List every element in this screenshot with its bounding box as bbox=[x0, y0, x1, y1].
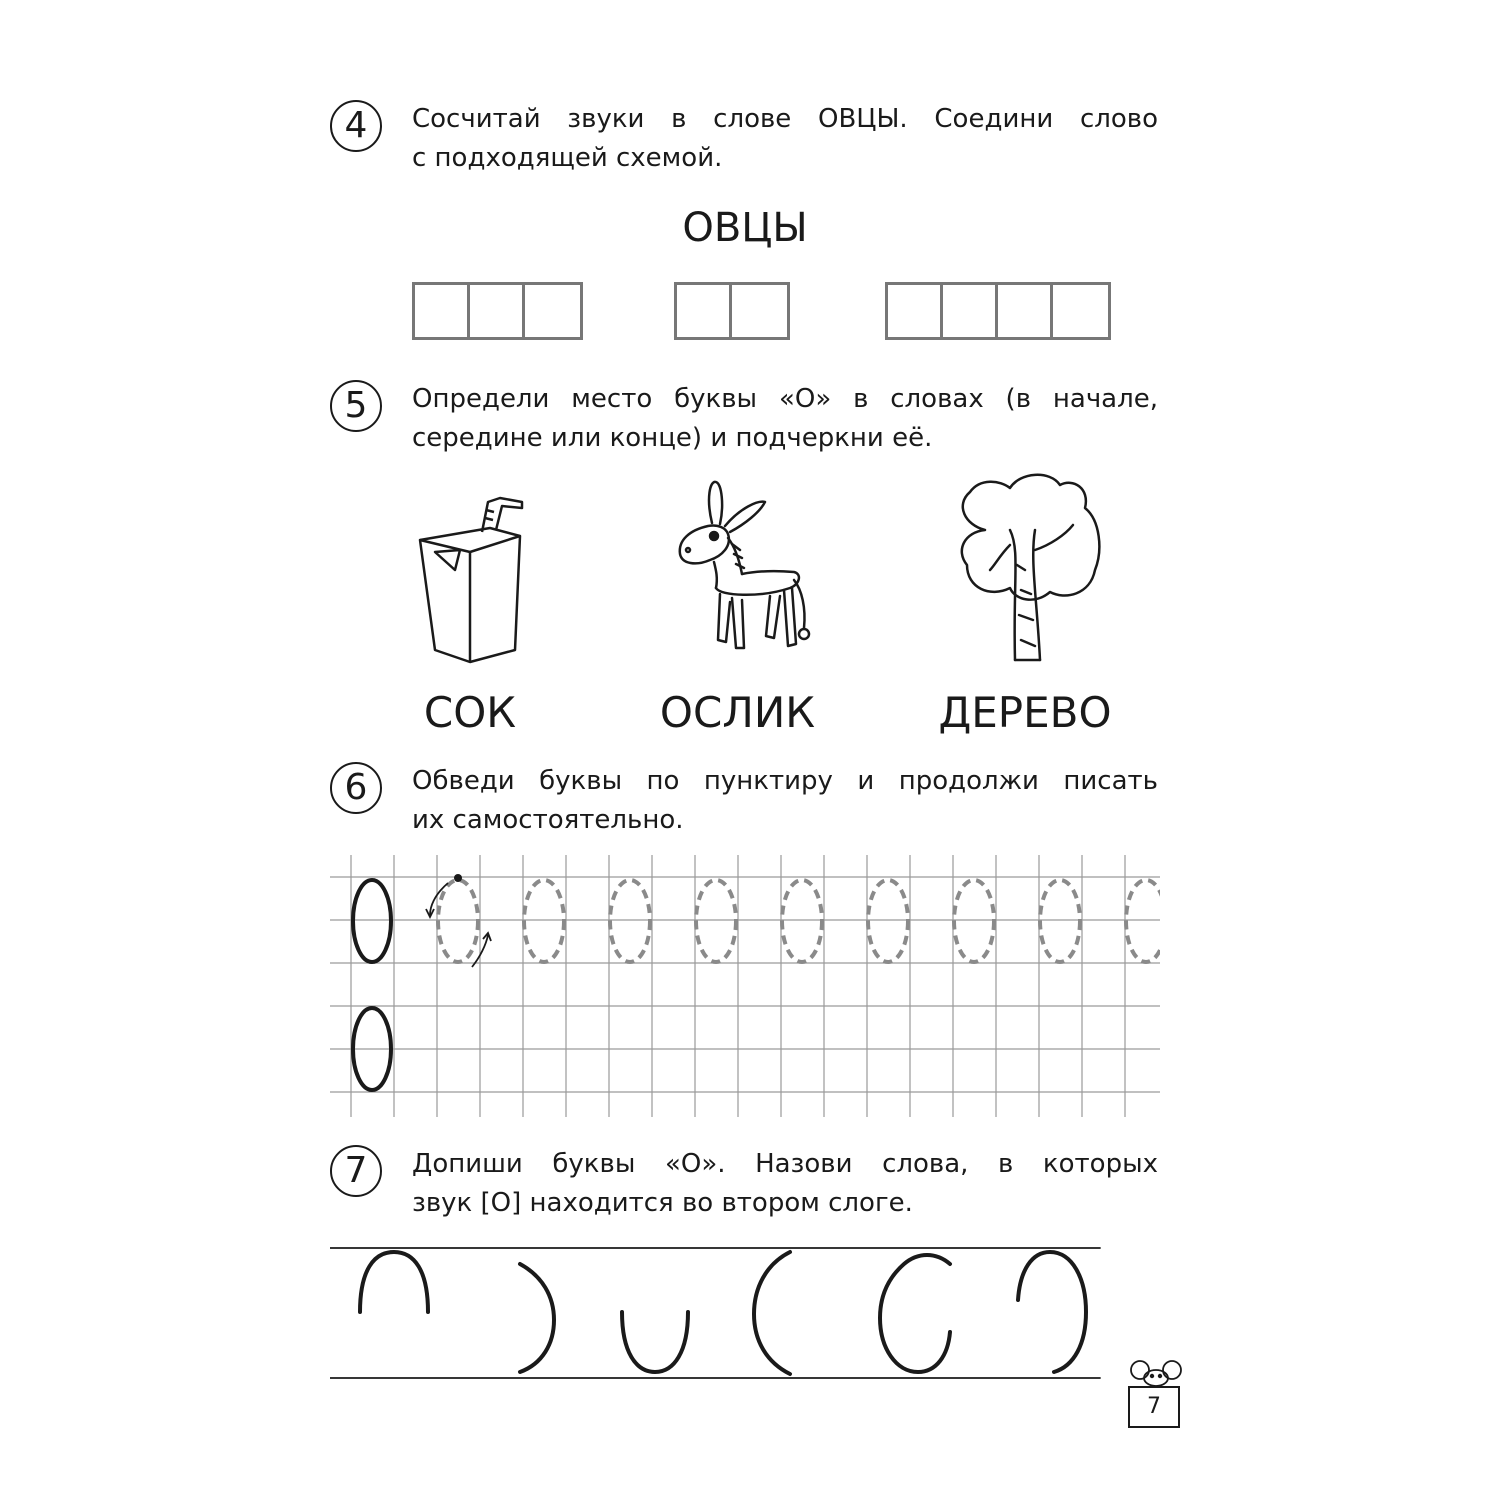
dashed-letter-o bbox=[1126, 880, 1160, 962]
page-number: 7 bbox=[1128, 1386, 1180, 1428]
scheme-cell bbox=[415, 285, 470, 337]
sound-scheme-3[interactable] bbox=[412, 282, 583, 340]
partial-letter-o bbox=[1018, 1252, 1086, 1372]
juice-box-icon bbox=[410, 490, 535, 665]
instruction-line-2: звук [О] находится во втором слоге. bbox=[412, 1188, 913, 1218]
partial-letter-o bbox=[880, 1255, 950, 1372]
scheme-cell bbox=[732, 285, 787, 337]
word-oslik: ОСЛИК bbox=[659, 688, 816, 737]
dashed-letter-o bbox=[438, 880, 478, 962]
task-number: 7 bbox=[330, 1145, 382, 1197]
instruction-line-1: Определи место буквы «О» в словах (в начале, bbox=[412, 384, 1158, 414]
scheme-cell bbox=[943, 285, 998, 337]
donkey-icon bbox=[670, 478, 815, 663]
dashed-letter-o bbox=[868, 880, 908, 962]
word-ovcy: ОВЦЫ bbox=[682, 205, 808, 251]
sound-scheme-2[interactable] bbox=[674, 282, 790, 340]
partial-letter-o bbox=[520, 1264, 554, 1372]
scheme-cell bbox=[1053, 285, 1108, 337]
task-instruction bbox=[412, 100, 1158, 178]
dashed-letter-o bbox=[610, 880, 650, 962]
scheme-cell bbox=[470, 285, 525, 337]
instruction-line-1: Допиши буквы «О». Назови слова, в которых bbox=[412, 1149, 1158, 1179]
partial-letter-o bbox=[360, 1252, 428, 1312]
mouse-icon bbox=[1126, 1358, 1186, 1388]
word-sok: СОК bbox=[423, 688, 517, 737]
task-instruction bbox=[412, 1145, 1158, 1223]
task-instruction bbox=[412, 380, 1158, 458]
dashed-letter-o bbox=[524, 880, 564, 962]
instruction-line-2: середине или конце) и подчеркни её. bbox=[412, 423, 933, 453]
task-number: 5 bbox=[330, 380, 382, 432]
sample-letter-o bbox=[353, 880, 391, 962]
task-instruction bbox=[412, 762, 1158, 840]
dashed-letter-o bbox=[696, 880, 736, 962]
instruction-line-2: с подходящей схемой. bbox=[412, 143, 723, 173]
dashed-letter-o bbox=[782, 880, 822, 962]
task-number: 4 bbox=[330, 100, 382, 152]
instruction-line-2: их самостоятельно. bbox=[412, 805, 684, 835]
tree-icon bbox=[955, 470, 1105, 665]
instruction-line-1: Сосчитай звуки в слове ОВЦЫ. Соедини слово bbox=[412, 104, 1158, 134]
scheme-cell bbox=[998, 285, 1053, 337]
sound-scheme-4[interactable] bbox=[885, 282, 1111, 340]
partial-letters-row[interactable] bbox=[330, 1240, 1105, 1385]
task-number: 6 bbox=[330, 762, 382, 814]
start-dot bbox=[454, 874, 462, 882]
dashed-letter-o bbox=[954, 880, 994, 962]
handwriting-grid[interactable] bbox=[330, 855, 1160, 1117]
scheme-cell bbox=[677, 285, 732, 337]
word-derevo: ДЕРЕВО bbox=[938, 688, 1112, 737]
partial-letter-o bbox=[622, 1312, 688, 1372]
scheme-cell bbox=[525, 285, 580, 337]
partial-letter-o bbox=[754, 1252, 790, 1374]
instruction-line-1: Обведи буквы по пунктиру и продолжи писать bbox=[412, 766, 1158, 796]
dashed-letter-o bbox=[1040, 880, 1080, 962]
scheme-cell bbox=[888, 285, 943, 337]
